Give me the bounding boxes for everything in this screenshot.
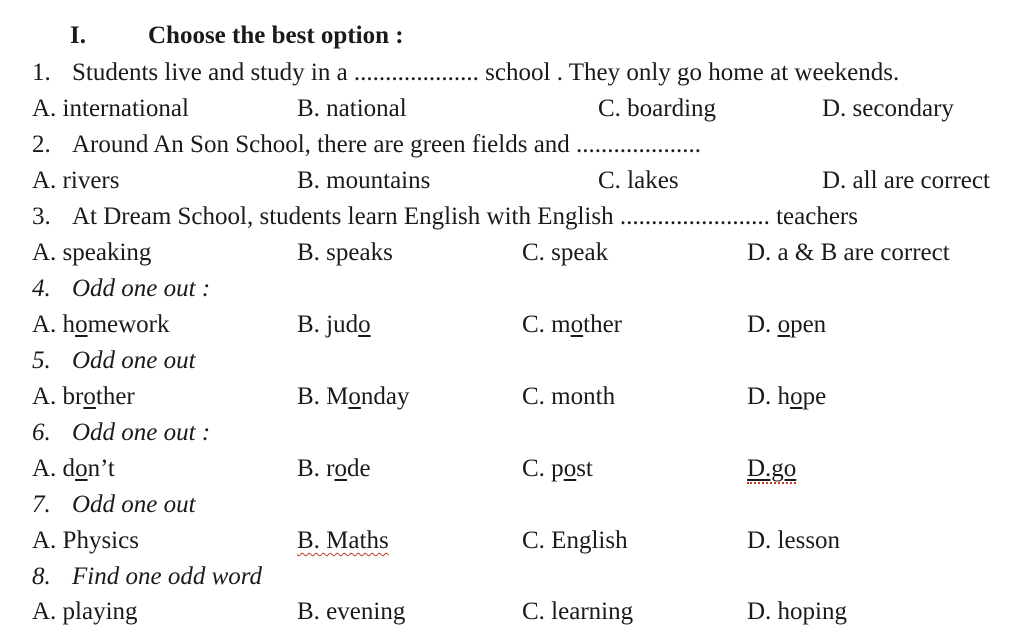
option-c[interactable]: C. learning: [522, 598, 634, 625]
option-a[interactable]: A. Physics: [32, 527, 139, 554]
option-b[interactable]: B. Maths: [297, 527, 389, 554]
question-number: 4.: [32, 275, 51, 302]
option-b[interactable]: [297, 308, 371, 342]
section-number: I.: [70, 22, 86, 49]
option-suffix: mework: [87, 311, 170, 338]
option-d[interactable]: D. hoping: [747, 598, 847, 625]
option-a[interactable]: A. playing: [32, 598, 138, 625]
option-a[interactable]: [32, 380, 135, 414]
underlined-letter: o: [358, 311, 371, 338]
option-prefix: A. h: [32, 311, 76, 338]
option-suffix: ther: [95, 383, 135, 410]
option-a[interactable]: A. speaking: [32, 239, 152, 266]
question-text: Odd one out: [72, 491, 196, 518]
option-prefix: A. d: [32, 455, 76, 482]
option-a[interactable]: A. rivers: [32, 167, 120, 194]
question-number: 8.: [32, 563, 51, 590]
question-number: 7.: [32, 491, 51, 518]
option-prefix: B. jud: [297, 311, 359, 338]
option-prefix: C. p: [522, 455, 564, 482]
option-b[interactable]: B. mountains: [297, 167, 431, 194]
option-c[interactable]: C. lakes: [598, 167, 679, 194]
option-b[interactable]: B. national: [297, 95, 407, 122]
underlined-letter: o: [334, 455, 347, 482]
question-text: Odd one out :: [72, 419, 211, 446]
option-b[interactable]: [297, 452, 371, 486]
question-text: Around An Son School, there are green fields and ....................: [72, 131, 702, 158]
option-a[interactable]: [32, 452, 115, 486]
question-number: 6.: [32, 419, 51, 446]
option-b[interactable]: B. evening: [297, 598, 406, 625]
option-a[interactable]: [32, 308, 169, 342]
underlined-letter: D.go: [747, 455, 797, 482]
option-prefix: B. r: [297, 455, 335, 482]
option-b[interactable]: [297, 380, 410, 414]
question-text: At Dream School, students learn English with English ........................ teachers: [72, 203, 858, 230]
section-title: Choose the best option :: [148, 22, 404, 49]
option-d[interactable]: [747, 380, 826, 414]
option-prefix: C. m: [522, 311, 571, 338]
option-prefix: C. month: [522, 383, 616, 410]
option-c[interactable]: C. English: [522, 527, 628, 554]
underlined-letter: o: [348, 383, 361, 410]
option-suffix: st: [576, 455, 593, 482]
question-number: 2.: [32, 131, 51, 158]
option-prefix: A. br: [32, 383, 84, 410]
option-d[interactable]: D. a & B are correct: [747, 239, 950, 266]
option-suffix: pe: [802, 383, 827, 410]
option-d[interactable]: D. secondary: [822, 95, 954, 122]
option-d[interactable]: [747, 452, 796, 486]
option-c[interactable]: C. speak: [522, 239, 609, 266]
question-text: Odd one out :: [72, 275, 211, 302]
question-text: Students live and study in a .................... school . They only go home at weekends.: [72, 59, 900, 86]
option-suffix: ther: [583, 311, 622, 338]
underlined-letter: o: [777, 311, 791, 338]
underlined-letter: o: [83, 383, 96, 410]
option-a[interactable]: A. international: [32, 95, 189, 122]
underlined-letter: o: [570, 311, 584, 338]
option-c[interactable]: [522, 308, 622, 342]
option-d[interactable]: D. lesson: [747, 527, 841, 554]
option-d[interactable]: D. all are correct: [822, 167, 990, 194]
option-prefix: D.: [747, 311, 778, 338]
option-c[interactable]: C. boarding: [598, 95, 717, 122]
underlined-letter: o: [75, 455, 88, 482]
question-text: Odd one out: [72, 347, 196, 374]
option-c[interactable]: [522, 380, 615, 414]
underlined-letter: o: [563, 455, 577, 482]
question-text: Find one odd word: [72, 563, 263, 590]
underlined-letter: o: [790, 383, 803, 410]
underlined-letter: o: [75, 311, 88, 338]
option-b[interactable]: B. speaks: [297, 239, 393, 266]
question-number: 3.: [32, 203, 51, 230]
option-suffix: pen: [790, 311, 827, 338]
question-number: 1.: [32, 59, 51, 86]
option-c[interactable]: [522, 452, 593, 486]
question-number: 5.: [32, 347, 51, 374]
option-prefix: D. h: [747, 383, 791, 410]
option-d[interactable]: [747, 308, 826, 342]
option-suffix: n’t: [87, 455, 115, 482]
option-suffix: de: [347, 455, 371, 482]
option-suffix: nday: [360, 383, 410, 410]
option-prefix: B. M: [297, 383, 349, 410]
